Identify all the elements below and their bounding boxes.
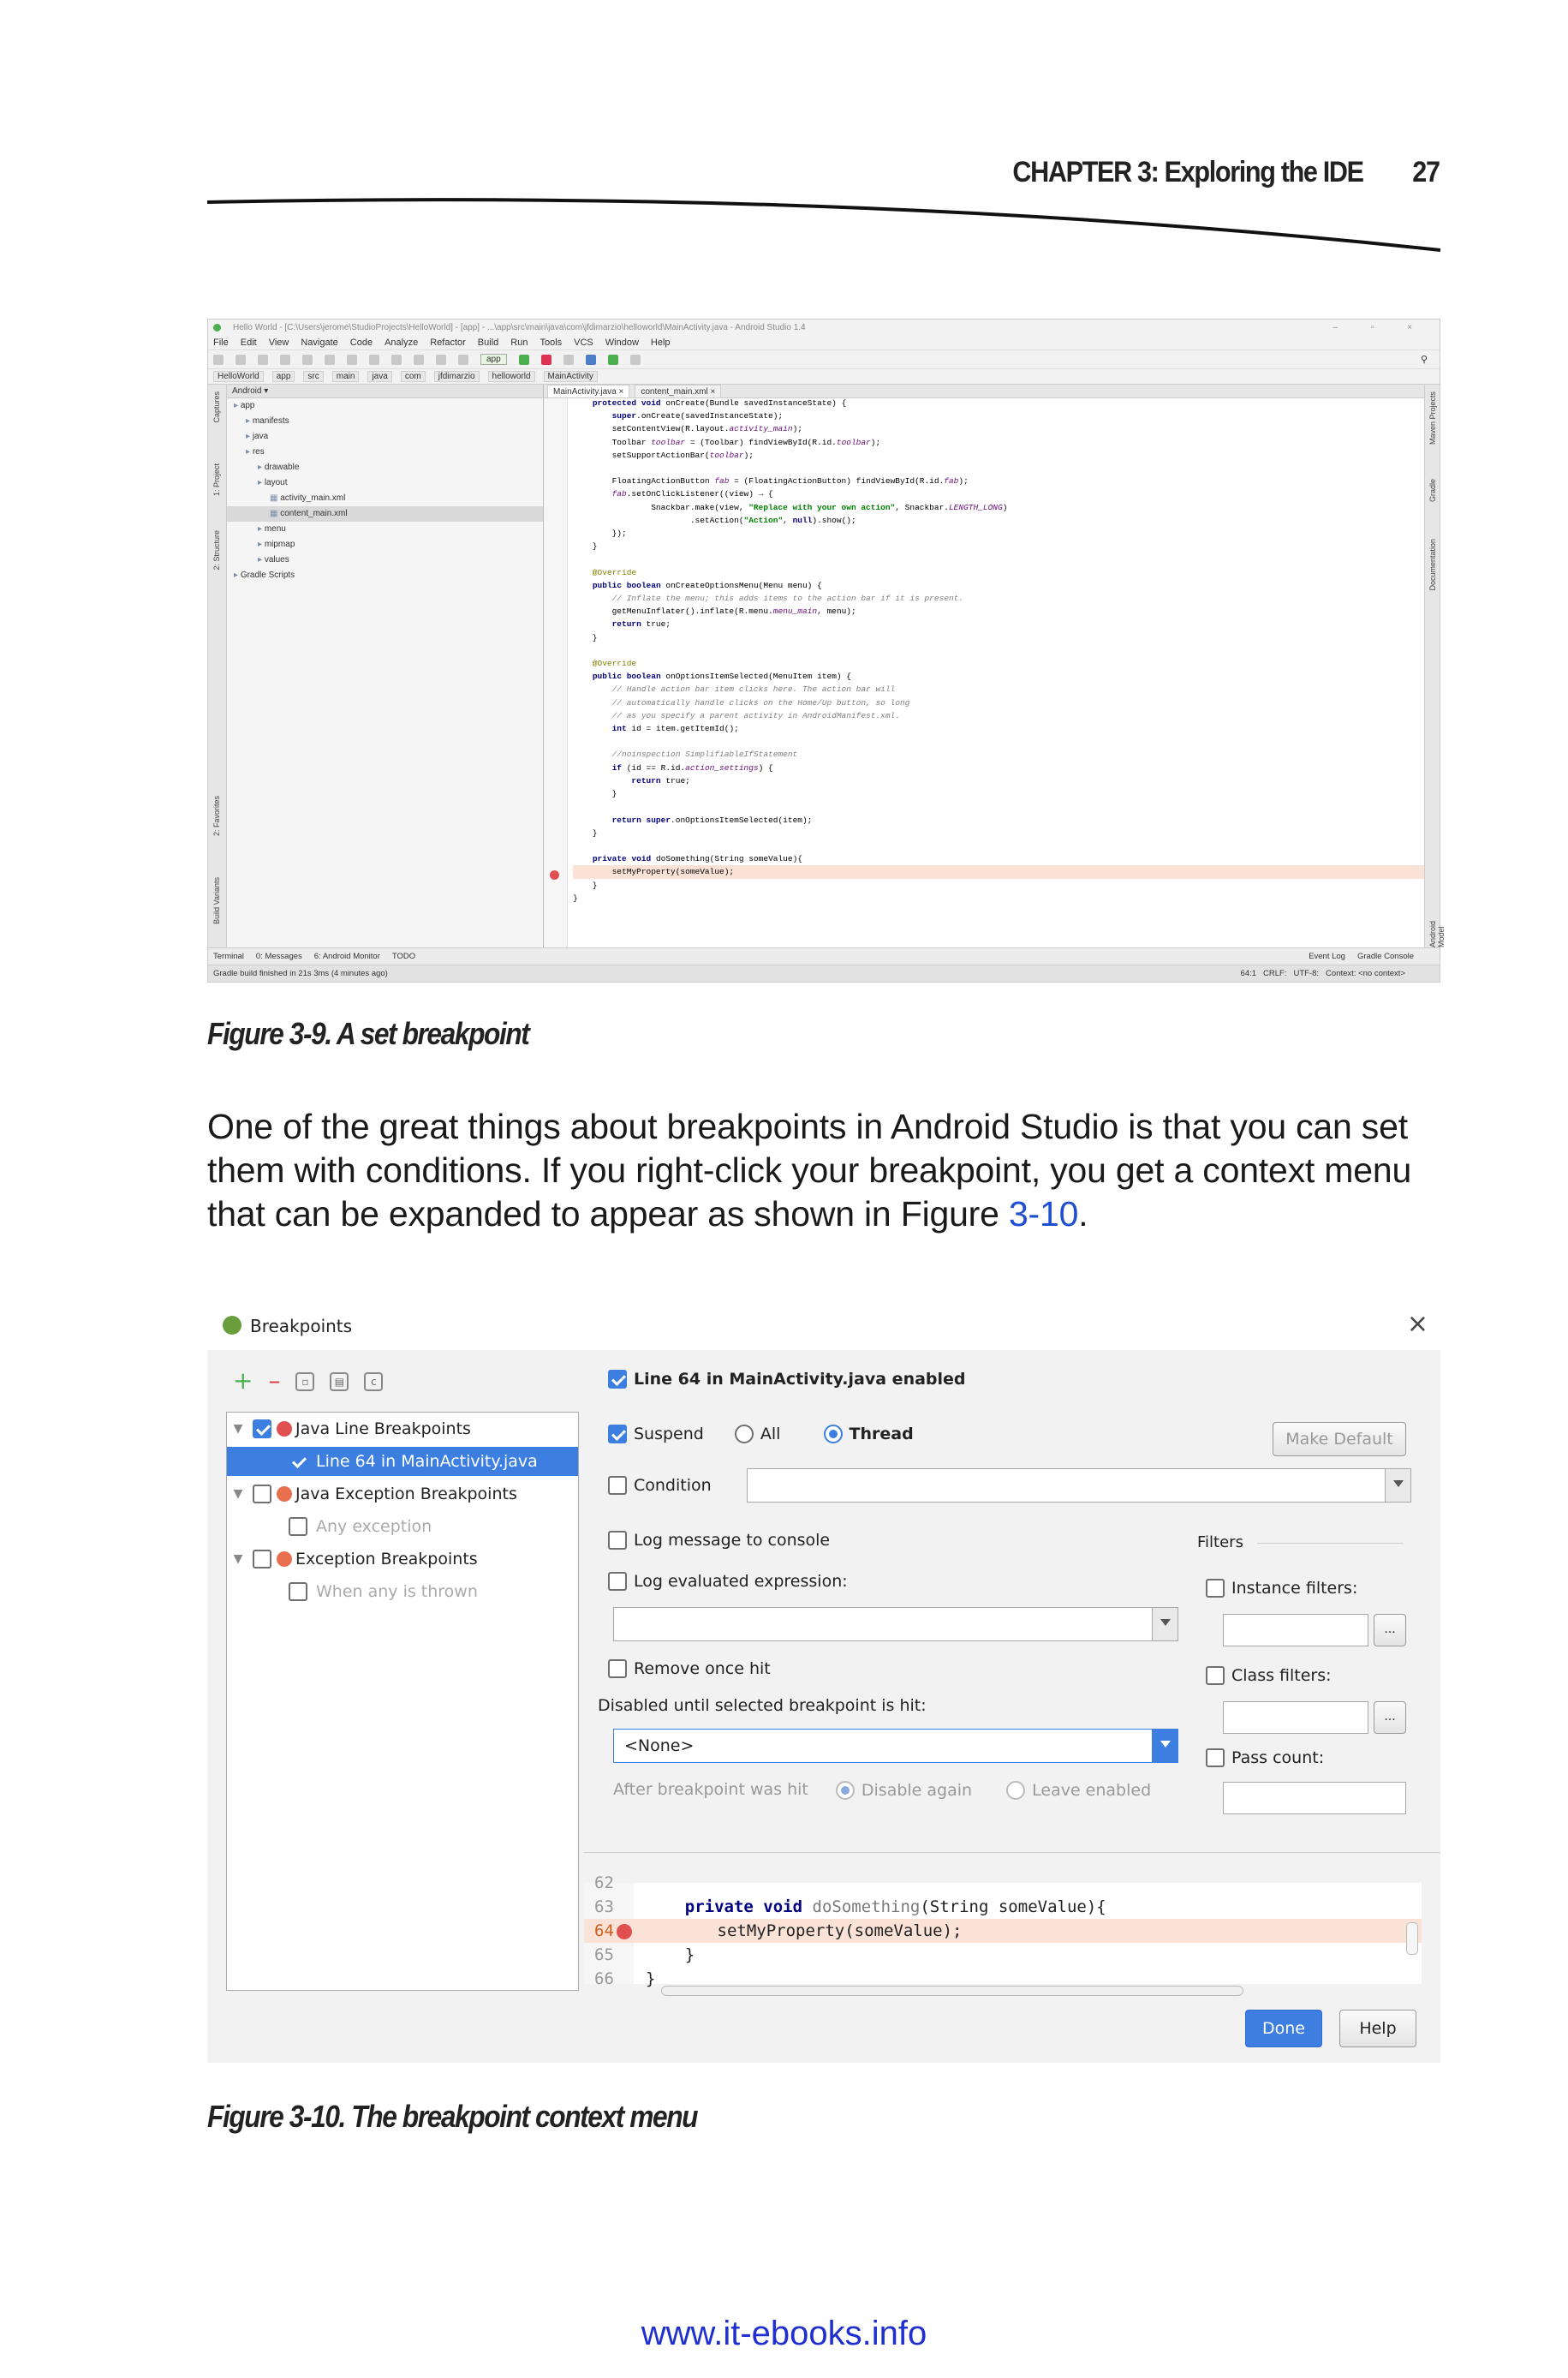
project-tree-label: activity_main.xml xyxy=(280,493,346,503)
suspend-thread-radio[interactable] xyxy=(824,1425,843,1443)
editor-tab[interactable]: MainActivity.java × xyxy=(547,385,629,397)
project-tree-label: mipmap xyxy=(264,540,295,549)
header-rule xyxy=(206,194,1443,254)
log-message-checkbox[interactable] xyxy=(608,1531,627,1550)
code-line[interactable]: private void doSomething(String someValue){ xyxy=(592,854,802,864)
pass-count-checkbox[interactable] xyxy=(1206,1748,1225,1767)
code-line[interactable]: return true; xyxy=(631,775,690,786)
footer-url[interactable]: www.it-ebooks.info xyxy=(641,2315,927,2352)
code-line[interactable]: setSupportActionBar(toolbar); xyxy=(573,450,754,460)
code-preview-scrollbar[interactable] xyxy=(661,1986,1243,1996)
code-line[interactable]: @Override xyxy=(573,659,637,669)
remove-once-hit-checkbox[interactable] xyxy=(608,1659,627,1678)
project-tree-label: app xyxy=(240,401,255,410)
breakpoint-checkbox[interactable] xyxy=(289,1582,307,1601)
code-line[interactable]: @Override xyxy=(573,567,637,577)
code-line[interactable]: // as you specify a parent activity in AndroidManifest.xml. xyxy=(573,710,900,720)
code-line[interactable]: int id = item.getItemId(); xyxy=(611,724,739,734)
exception-breakpoint-icon xyxy=(277,1486,292,1502)
tool-gradle[interactable]: Gradle xyxy=(1428,479,1437,503)
attach-icon[interactable] xyxy=(563,355,574,365)
breadcrumb-item[interactable]: src xyxy=(303,371,323,382)
run-icon[interactable] xyxy=(519,355,529,365)
code-line[interactable] xyxy=(584,1919,1422,1943)
right-tool-strip xyxy=(1424,385,1446,947)
close-icon[interactable]: × xyxy=(1406,1309,1428,1339)
class-filters-input[interactable] xyxy=(1223,1701,1368,1734)
breakpoint-checkbox[interactable] xyxy=(253,1419,271,1438)
folder-icon: ▸ xyxy=(258,540,265,549)
android-studio-icon xyxy=(223,1316,241,1335)
code-line[interactable] xyxy=(584,1895,1422,1919)
breakpoint-icon xyxy=(277,1421,292,1437)
code-line[interactable]: } xyxy=(573,893,578,903)
project-view-selector[interactable]: Android ▾ xyxy=(227,385,543,398)
breakpoint-tree-label: When any is thrown xyxy=(316,1582,478,1601)
project-tree-item[interactable] xyxy=(227,506,543,522)
log-expression-row: Log evaluated expression: xyxy=(608,1571,848,1591)
pass-count-input[interactable] xyxy=(1223,1782,1406,1814)
code-line[interactable]: // Handle action bar item clicks here. The action bar will xyxy=(573,684,896,695)
breakpoint-tree-label: Any exception xyxy=(316,1517,432,1536)
log-expression-checkbox[interactable] xyxy=(608,1572,627,1591)
instance-filters-input[interactable] xyxy=(1223,1614,1368,1646)
project-tree-label: drawable xyxy=(264,463,300,472)
folder-icon: ▸ xyxy=(246,447,253,457)
enabled-checkbox-row[interactable]: Line 64 in MainActivity.java enabled xyxy=(608,1369,966,1389)
enabled-checkbox[interactable] xyxy=(608,1370,627,1389)
folder-icon: ▦ xyxy=(270,509,281,518)
breadcrumb-item[interactable]: HelloWorld xyxy=(213,371,264,382)
status-indicator: CRLF: xyxy=(1263,969,1287,978)
tool-captures[interactable]: Captures xyxy=(212,391,221,423)
menu-item-build[interactable]: Build xyxy=(477,337,499,348)
project-tree-item[interactable] xyxy=(227,568,543,583)
project-tree-label: java xyxy=(252,432,269,441)
suspend-checkbox[interactable] xyxy=(608,1425,627,1443)
project-tree-item[interactable] xyxy=(227,429,543,445)
status-indicator: UTF-8: xyxy=(1293,969,1320,978)
code-line[interactable]: } xyxy=(573,828,598,838)
breakpoint-select[interactable]: <None> xyxy=(613,1729,1178,1763)
code-line[interactable]: Toolbar toolbar = (Toolbar) findViewById(R.id.toolbar); xyxy=(573,437,881,447)
code-preview-divider xyxy=(584,1852,1440,1853)
avd-manager-icon[interactable] xyxy=(608,355,618,365)
menu-item-file[interactable]: File xyxy=(213,337,229,348)
bottom-right-tool-0[interactable]: Event Log xyxy=(1309,952,1345,961)
breakpoint-tree-label: Exception Breakpoints xyxy=(295,1550,478,1568)
breakpoint-icon[interactable] xyxy=(617,1924,632,1939)
main-toolbar xyxy=(208,350,1440,369)
status-message: Gradle build finished in 21s 3ms (4 minutes ago) xyxy=(213,969,388,978)
breakpoint-checkbox[interactable] xyxy=(289,1517,307,1536)
menu-item-analyze[interactable]: Analyze xyxy=(385,337,419,348)
folder-icon: ▸ xyxy=(258,478,265,487)
exception-breakpoint-icon xyxy=(277,1551,292,1567)
bottom-right-tool-1[interactable]: Gradle Console xyxy=(1356,952,1414,961)
breadcrumb-item[interactable]: app xyxy=(272,371,295,382)
menu-item-window[interactable]: Window xyxy=(605,337,639,348)
group-by-package-icon[interactable]: ▫ xyxy=(295,1372,314,1391)
class-filters-row: Class filters: xyxy=(1206,1665,1332,1685)
project-tree-label: Gradle Scripts xyxy=(240,571,295,580)
breadcrumb-item[interactable]: com xyxy=(401,371,426,382)
project-panel xyxy=(227,385,544,947)
condition-input[interactable] xyxy=(747,1468,1411,1503)
chapter-title: CHAPTER 3: Exploring the IDE xyxy=(1012,156,1364,188)
folder-icon: ▸ xyxy=(234,571,241,580)
breakpoint-tree-item[interactable] xyxy=(227,1512,432,1541)
menu-bar xyxy=(208,335,1440,350)
breadcrumb-item[interactable]: MainActivity xyxy=(544,371,598,382)
project-tree-item[interactable] xyxy=(227,414,543,429)
folder-icon: ▦ xyxy=(270,493,281,503)
menu-item-vcs[interactable]: VCS xyxy=(574,337,593,348)
tool-favorites[interactable]: 2: Favorites xyxy=(212,796,221,837)
project-tree-label: menu xyxy=(264,524,286,534)
open-icon[interactable] xyxy=(213,355,224,365)
line-number: 66 xyxy=(594,1969,614,1988)
menu-item-view[interactable]: View xyxy=(268,337,289,348)
tool-build-variants[interactable]: Build Variants xyxy=(212,877,221,924)
code-line[interactable] xyxy=(573,553,1424,565)
project-tree xyxy=(227,398,543,583)
line-number: 64 xyxy=(594,1921,614,1940)
code-line[interactable]: public boolean onOptionsItemSelected(MenuItem item) { xyxy=(592,672,851,682)
editor-tab[interactable]: content_main.xml × xyxy=(635,385,721,397)
instance-filters-row: Instance filters: xyxy=(1206,1578,1357,1598)
dialog-title-bar xyxy=(207,1300,1440,1350)
code-text: } xyxy=(646,1969,656,1988)
code-line[interactable]: //noinspection SimplifiableIfStatement xyxy=(573,750,798,760)
code-line[interactable]: }); xyxy=(573,529,627,539)
folder-icon: ▸ xyxy=(258,524,265,534)
expand-arrow-icon[interactable]: ▼ xyxy=(233,1422,243,1436)
after-hit-row: After breakpoint was hit Disable again Leave enabled xyxy=(613,1780,1152,1800)
code-line[interactable] xyxy=(573,800,1424,813)
code-line[interactable]: return true; xyxy=(611,619,671,630)
make-default-button[interactable]: Make Default xyxy=(1273,1422,1406,1456)
code-line[interactable]: public boolean onCreateOptionsMenu(Menu menu) { xyxy=(592,580,822,590)
menu-item-run[interactable]: Run xyxy=(510,337,528,348)
back-icon[interactable] xyxy=(436,355,446,365)
project-tree-item[interactable] xyxy=(227,475,543,491)
code-line[interactable]: Snackbar.make(view, "Replace with your own action", Snackbar.LENGTH_LONG) xyxy=(573,502,1008,512)
android-studio-icon xyxy=(213,324,221,332)
project-tree-item[interactable] xyxy=(227,398,543,414)
breakpoint-tree-label: Java Exception Breakpoints xyxy=(295,1485,517,1503)
project-tree-item[interactable] xyxy=(227,445,543,460)
menu-item-refactor[interactable]: Refactor xyxy=(430,337,466,348)
forward-icon[interactable] xyxy=(458,355,468,365)
code-line[interactable]: // Inflate the menu; this adds items to the action bar if it is present. xyxy=(573,594,964,604)
breakpoint-checkbox[interactable] xyxy=(289,1452,307,1471)
code-line[interactable] xyxy=(584,1871,1422,1895)
breakpoint-tree-label: Line 64 in MainActivity.java xyxy=(316,1452,538,1471)
code-line[interactable]: if (id == R.id.action_settings) { xyxy=(611,762,773,773)
sdk-manager-icon[interactable] xyxy=(586,355,596,365)
window-title: Hello World - [C:\Users\jerome\StudioProjects\HelloWorld] - [app] - ...\app\src\main\java\com\jfdimarzio\helloworld\MainActivity.java - Android Studio 1.4 xyxy=(233,322,806,332)
breakpoint-tree-item[interactable] xyxy=(227,1545,478,1574)
status-indicator: Context: <no context> xyxy=(1326,969,1405,978)
remove-icon[interactable]: – xyxy=(268,1366,281,1395)
group-by-class-icon[interactable]: c xyxy=(364,1372,383,1391)
code-preview xyxy=(584,1873,1422,1988)
cut-icon[interactable] xyxy=(325,355,335,365)
window-controls[interactable]: – ▫ × xyxy=(1333,322,1428,332)
class-filters-browse-button[interactable]: ... xyxy=(1374,1701,1406,1734)
code-line[interactable]: } xyxy=(573,632,598,642)
code-line[interactable]: FloatingActionButton fab = (FloatingActionButton) findViewById(R.id.fab); xyxy=(573,476,969,487)
code-line[interactable] xyxy=(573,839,1424,852)
breakpoint-toolbar xyxy=(233,1366,383,1395)
breakpoint-checkbox[interactable] xyxy=(253,1485,271,1503)
body-paragraph: One of the great things about breakpoints in Android Studio is that you can set them with conditions. If you right-click your breakpoint, you get a context menu that can be expanded to appear as shown in Figure 3-10. xyxy=(207,1107,1412,1234)
copy-icon[interactable] xyxy=(347,355,357,365)
tool-maven[interactable]: Maven Projects xyxy=(1428,391,1437,445)
status-bar xyxy=(208,965,1440,982)
project-tree-label: values xyxy=(264,555,289,565)
bottom-tool-0[interactable]: Terminal xyxy=(213,952,244,961)
replace-icon[interactable] xyxy=(414,355,424,365)
menu-item-help[interactable]: Help xyxy=(650,337,671,348)
breakpoint-tree-item[interactable] xyxy=(227,1479,517,1509)
code-line[interactable]: } xyxy=(573,541,598,552)
log-expression-input[interactable] xyxy=(613,1607,1178,1641)
breakpoint-icon[interactable] xyxy=(550,870,559,880)
code-line[interactable] xyxy=(573,462,1424,475)
figure-caption-3-9: Figure 3-9. A set breakpoint xyxy=(207,1016,529,1051)
breakpoint-tree-item[interactable] xyxy=(227,1414,471,1443)
breakpoint-checkbox[interactable] xyxy=(253,1550,271,1568)
project-tree-item[interactable] xyxy=(227,491,543,506)
breadcrumb-item[interactable]: java xyxy=(367,371,391,382)
breadcrumb-item[interactable]: jfdimarzio xyxy=(434,371,480,382)
project-tree-item[interactable] xyxy=(227,537,543,553)
class-filters-checkbox[interactable] xyxy=(1206,1666,1225,1685)
project-tree-label: res xyxy=(252,447,265,457)
dialog-title: Breakpoints xyxy=(250,1316,353,1336)
project-tree-label: layout xyxy=(264,478,288,487)
code-line[interactable]: // automatically handle clicks on the Home/Up button, so long xyxy=(573,697,910,708)
condition-row: Condition xyxy=(608,1475,712,1495)
bottom-tool-bar xyxy=(208,947,1440,965)
code-line[interactable]: protected void onCreate(Bundle savedInstanceState) { xyxy=(592,398,847,408)
save-icon[interactable] xyxy=(235,355,246,365)
code-line[interactable]: getMenuInflater().inflate(R.menu.menu_main, menu); xyxy=(573,606,856,617)
breakpoint-select-dropdown-icon[interactable] xyxy=(1152,1730,1177,1762)
breadcrumb-item[interactable]: helloworld xyxy=(488,371,535,382)
navigation-breadcrumb xyxy=(208,369,1440,385)
page-number: 27 xyxy=(1412,156,1440,188)
source-code[interactable] xyxy=(573,397,1424,905)
code-line[interactable] xyxy=(573,735,1424,748)
folder-icon: ▸ xyxy=(258,463,265,472)
help-icon[interactable] xyxy=(630,355,641,365)
done-button[interactable]: Done xyxy=(1245,2010,1322,2047)
log-expression-dropdown-icon[interactable] xyxy=(1152,1608,1177,1640)
project-tree-item[interactable] xyxy=(227,553,543,568)
disable-again-radio[interactable] xyxy=(836,1781,855,1800)
breakpoint-tree-label: Java Line Breakpoints xyxy=(295,1419,471,1438)
code-line[interactable]: fab.setOnClickListener((view) → { xyxy=(611,489,773,499)
code-text: } xyxy=(646,1945,695,1964)
project-tree-item[interactable] xyxy=(227,522,543,537)
figure-caption-3-10: Figure 3-10. The breakpoint context menu xyxy=(207,2099,698,2134)
left-tool-strip xyxy=(208,385,227,947)
group-by-file-icon[interactable]: ▤ xyxy=(330,1372,349,1391)
help-button[interactable]: Help xyxy=(1339,2010,1416,2047)
breakpoint-tree xyxy=(226,1412,579,1991)
run-config-select[interactable]: app xyxy=(480,354,507,365)
bottom-tool-1[interactable]: 0: Messages xyxy=(255,952,302,961)
instance-filters-checkbox[interactable] xyxy=(1206,1579,1225,1598)
code-preview-vertical-scrollbar[interactable] xyxy=(1406,1922,1418,1955)
code-text: setMyProperty(someValue); xyxy=(639,1921,963,1940)
instance-filters-browse-button[interactable]: ... xyxy=(1374,1614,1406,1646)
filters-heading: Filters xyxy=(1197,1533,1403,1551)
condition-dropdown-icon[interactable] xyxy=(1385,1469,1410,1502)
search-everywhere-icon[interactable]: ⚲ xyxy=(1420,355,1428,365)
code-line[interactable]: .setAction("Action", null).show(); xyxy=(573,515,856,525)
folder-icon: ▸ xyxy=(246,432,253,441)
line-number: 62 xyxy=(594,1873,614,1892)
log-message-row: Log message to console xyxy=(608,1530,830,1550)
running-header xyxy=(1013,156,1440,189)
menu-item-tools[interactable]: Tools xyxy=(540,337,563,348)
folder-icon: ▸ xyxy=(246,416,253,426)
code-line[interactable]: } xyxy=(573,880,598,890)
breadcrumb-item[interactable]: main xyxy=(332,371,360,382)
leave-enabled-radio[interactable] xyxy=(1006,1781,1025,1800)
bottom-tool-2[interactable]: 6: Android Monitor xyxy=(313,952,380,961)
folder-icon: ▸ xyxy=(234,401,241,410)
android-studio-screenshot xyxy=(207,319,1446,983)
condition-checkbox[interactable] xyxy=(608,1476,627,1495)
window-title-bar xyxy=(208,320,1440,335)
editor-gutter[interactable] xyxy=(544,398,568,947)
pass-count-row: Pass count: xyxy=(1206,1748,1324,1767)
find-icon[interactable] xyxy=(391,355,402,365)
code-line[interactable]: return super.onOptionsItemSelected(item); xyxy=(611,815,813,825)
code-line[interactable]: super.onCreate(savedInstanceState); xyxy=(611,411,784,421)
code-text: private void doSomething(String someValue){ xyxy=(684,1897,1106,1916)
menu-item-code[interactable]: Code xyxy=(349,337,373,348)
code-line[interactable] xyxy=(573,644,1424,657)
menu-item-edit[interactable]: Edit xyxy=(240,337,257,348)
figure-link[interactable]: 3-10 xyxy=(1008,1194,1079,1234)
undo-icon[interactable] xyxy=(280,355,290,365)
menu-item-navigate[interactable]: Navigate xyxy=(301,337,338,348)
redo-icon[interactable] xyxy=(302,355,313,365)
status-indicators xyxy=(1241,969,1405,978)
code-line[interactable]: setContentView(R.layout.activity_main); xyxy=(573,424,802,434)
line-number: 65 xyxy=(594,1945,614,1964)
project-tree-label: content_main.xml xyxy=(280,509,348,518)
sync-icon[interactable] xyxy=(258,355,268,365)
bottom-tool-3[interactable]: TODO xyxy=(391,952,416,961)
add-icon[interactable]: + xyxy=(233,1366,253,1395)
debug-icon[interactable] xyxy=(541,355,551,365)
code-line[interactable]: } xyxy=(573,789,617,799)
disabled-until-label: Disabled until selected breakpoint is hit: xyxy=(598,1696,927,1715)
status-indicator: 64:1 xyxy=(1240,969,1257,978)
suspend-row: Suspend All Thread xyxy=(608,1424,914,1443)
breakpoints-dialog xyxy=(207,1300,1440,2063)
paste-icon[interactable] xyxy=(369,355,379,365)
code-line[interactable] xyxy=(584,1943,1422,1967)
folder-icon: ▸ xyxy=(258,555,265,565)
tool-android-model[interactable]: Android Model xyxy=(1428,920,1446,947)
breakpoint-tree-item[interactable] xyxy=(227,1447,578,1476)
expand-arrow-icon[interactable]: ▼ xyxy=(233,1487,243,1501)
breakpoint-tree-item[interactable] xyxy=(227,1577,478,1606)
project-tree-item[interactable] xyxy=(227,460,543,475)
tool-documentation[interactable]: Documentation xyxy=(1428,539,1437,591)
tool-structure[interactable]: 2: Structure xyxy=(212,530,221,571)
suspend-all-radio[interactable] xyxy=(735,1425,754,1443)
expand-arrow-icon[interactable]: ▼ xyxy=(233,1552,243,1566)
code-editor xyxy=(544,385,1424,947)
project-tree-label: manifests xyxy=(252,416,289,426)
tool-project[interactable]: 1: Project xyxy=(212,463,221,497)
line-number: 63 xyxy=(594,1897,614,1916)
remove-once-hit-row: Remove once hit xyxy=(608,1658,771,1678)
code-line[interactable]: setMyProperty(someValue); xyxy=(573,865,1424,878)
